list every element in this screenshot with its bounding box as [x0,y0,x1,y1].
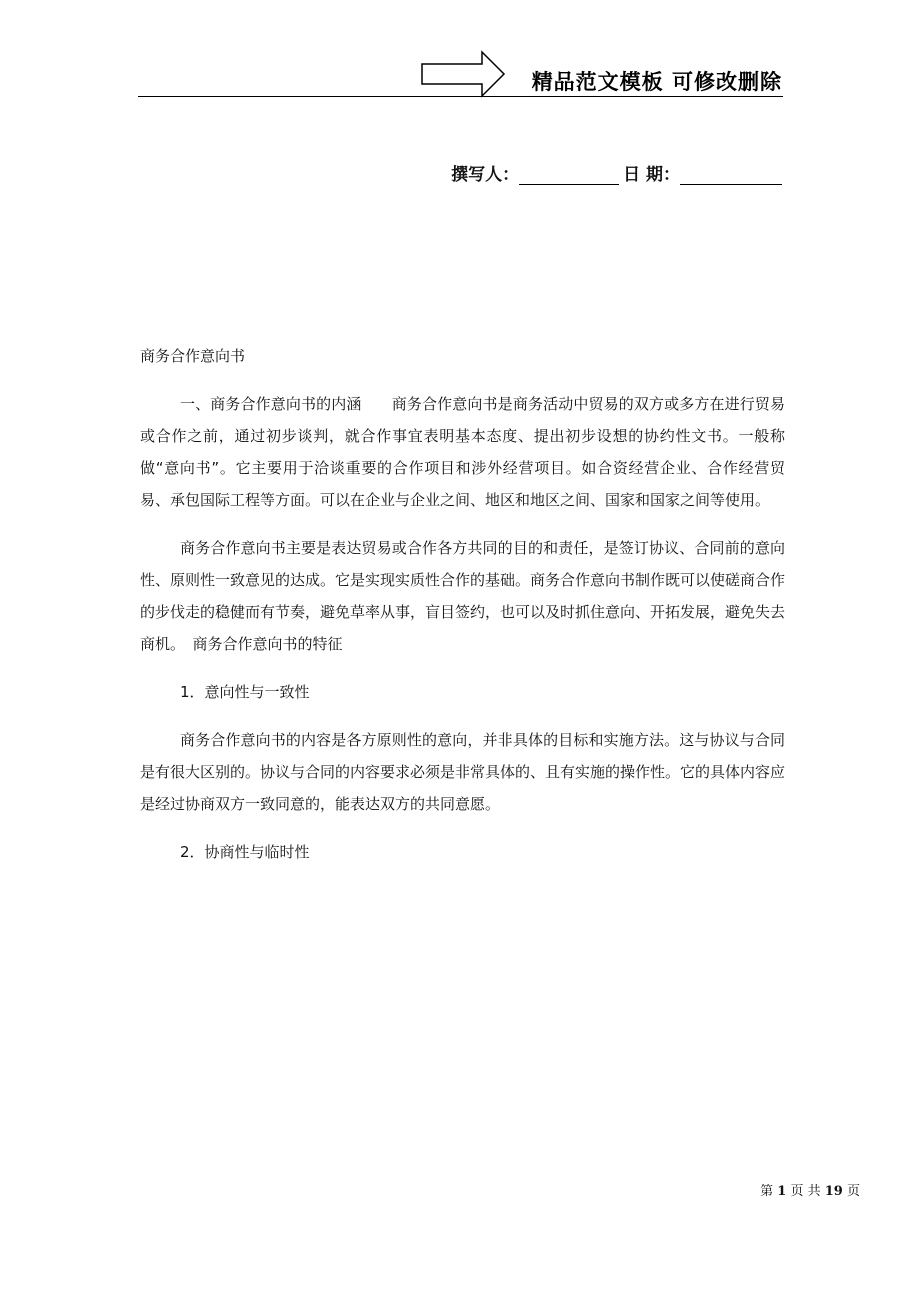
footer-total: 19 [824,1184,843,1199]
date-label: 日 期： [623,165,680,185]
footer-prefix: 第 [760,1184,774,1199]
paragraph-1: 一、商务合作意向书的内涵 商务合作意向书是商务活动中贸易的双方或多方在进行贸易或合作之前，通过初步谈判，就合作事宜表明基本态度、提出初步设想的协约性文书。一般称做“意向书”。它主要用于洽谈重要的合作项目和涉外经营项目。如合资经营企业、合作经营贸易、承包国际工程等方面。可以在企业与企业之间、地区和地区之间、国家和国家之间等使用。 [140,395,785,509]
footer-page: 1 [777,1184,787,1199]
author-date-line [451,160,782,185]
footer-middle: 页 共 [790,1184,821,1199]
date-blank-field [680,164,782,185]
footer-suffix: 页 [846,1184,860,1199]
page-number [760,1180,860,1199]
paragraph-3: 商务合作意向书的内容是各方原则性的意向，并非具体的目标和实施方法。这与协议与合同是有很大区别的。协议与合同的内容要求必须是非常具体的、且有实施的操作性。它的具体内容应是经过协商双方一致同意的，能表达双方的共同意愿。 [140,731,786,813]
header-divider [138,96,783,97]
document-title: 商务合作意向书 [140,347,246,365]
document-body [140,340,785,884]
author-blank-field [519,164,619,185]
arrow-icon [420,50,506,98]
section-item-2: 2．协商性与临时性 [180,843,310,861]
section-item-1: 1．意向性与一致性 [180,683,310,701]
header-title: 精品范文模板 可修改删除 [531,69,782,94]
paragraph-2: 商务合作意向书主要是表达贸易或合作各方共同的目的和责任，是签订协议、合同前的意向性、原则性一致意见的达成。它是实现实质性合作的基础。商务合作意向书制作既可以使磋商合作的步伐走的稳健而有节奏，避免草率从事，盲目签约，也可以及时抓住意向、开拓发展，避免失去商机。 商务合作意向书的特征 [140,539,786,653]
author-label: 撰写人： [451,165,520,185]
